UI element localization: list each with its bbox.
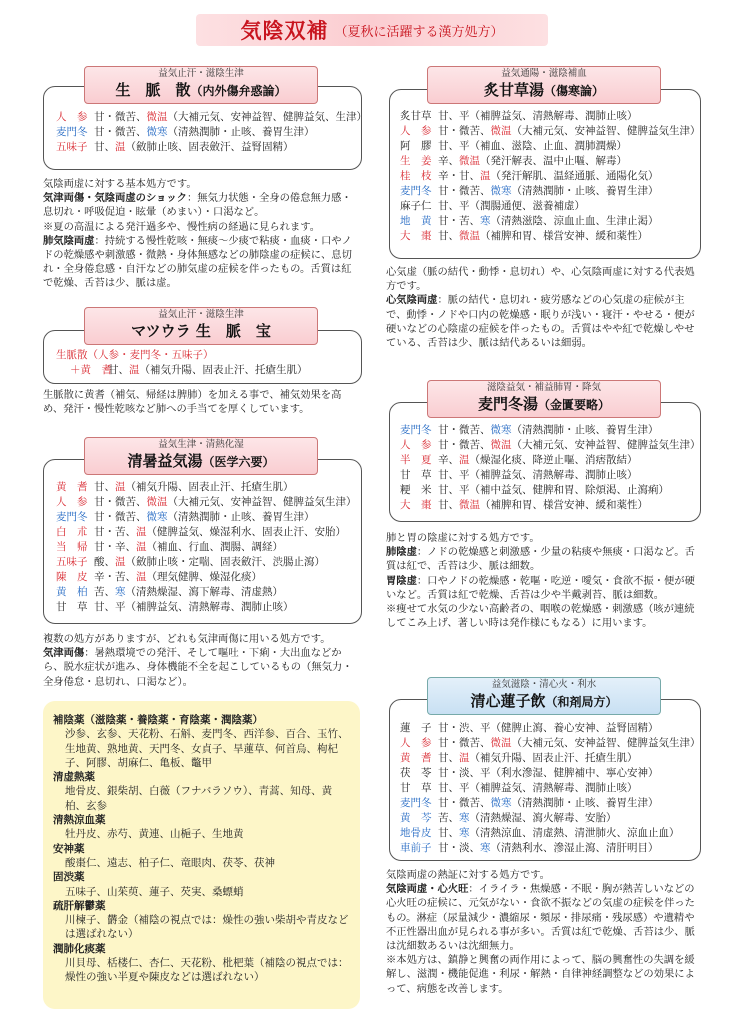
herb-category-items: 沙参、玄参、天花粉、石斛、麦門冬、西洋参、百合、玉竹、生地黄、熟地黄、天門冬、女貞子、旱蓮草、何首烏、枸杞子、阿膠、胡麻仁、亀板、鼈甲 xyxy=(65,728,349,769)
herb-taste: 甘、平 xyxy=(438,200,470,212)
herb-effects: （健脾止瀉、養心安神、益腎固精） xyxy=(490,722,659,734)
herb-name: 大 棗 xyxy=(400,230,432,242)
herb-category-title: 清熱涼血薬 xyxy=(53,814,106,827)
category-label: 益気止汗・滋陰生津 xyxy=(158,68,244,79)
herb-category-items: 五味子、山茱萸、蓮子、芡実、桑螵蛸 xyxy=(65,885,244,898)
herb-category xyxy=(53,770,353,813)
herb-category-title: 潤肺化痰薬 xyxy=(53,942,106,955)
herb-taste: 甘、 xyxy=(438,827,459,839)
herb-taste: 甘・微苦、 xyxy=(438,737,491,749)
herb-taste: 辛・甘、 xyxy=(438,170,480,182)
condition-text: ：脈の結代・息切れ・疲労感などの心気虚の症候が主で、動悸・ノドや口内の乾燥感・眠りが浅い・寝汗・やせる・便が硬いなどの心陰虚の症候を伴ったもの。舌質はやや紅で乾燥しやせている、舌苔は少、脈は結代あるいは細弱。 xyxy=(386,294,695,350)
herb-category-panel xyxy=(43,701,360,1009)
herb-name: 黄 耆 xyxy=(56,481,88,493)
herb-nature: 寒 xyxy=(459,812,470,824)
herb-taste: 甘・微苦、 xyxy=(438,424,491,436)
herb-nature: 微温 xyxy=(490,125,512,137)
herb-name: 麦門冬 xyxy=(400,185,432,197)
herb-row xyxy=(400,826,701,841)
herb-row xyxy=(400,139,701,154)
condition-text: 複数の処方がありますが、どれも気津両傷に用いる処方です。 xyxy=(43,633,331,645)
herb-taste: 甘、平 xyxy=(438,469,470,481)
herb-name: 地骨皮 xyxy=(400,827,432,839)
formula-name: マツウラ 生 脈 宝 xyxy=(131,322,271,340)
condition-text: 気陰両虚の熱証に対する処方です。 xyxy=(386,869,550,881)
herb-name: 人 参 xyxy=(400,125,432,137)
herb-taste: 甘、平 xyxy=(438,140,470,152)
description xyxy=(43,632,361,689)
herb-row xyxy=(400,169,701,184)
herb-name: 陳 皮 xyxy=(56,571,88,583)
herb-effects: （清熱潤肺・止咳、養胃生津） xyxy=(511,797,659,809)
herb-taste: 甘、 xyxy=(438,752,459,764)
herb-row xyxy=(400,438,701,453)
herb-effects: （補脾益気、清熱解毒、潤肺止咳） xyxy=(469,469,638,481)
herb-nature: 微寒 xyxy=(146,511,168,523)
herb-category xyxy=(53,942,353,985)
formula-name: 生 脈 散（内外傷弁惑論） xyxy=(115,81,287,99)
herb-row xyxy=(400,498,701,513)
herb-category-title: 疏肝解鬱薬 xyxy=(53,899,106,912)
herb-row xyxy=(400,736,701,751)
herb-row xyxy=(56,495,357,510)
herb-nature: 微寒 xyxy=(490,797,512,809)
herb-taste: 甘・微苦、 xyxy=(438,125,491,137)
description: 生脈散に黄耆（補気、帰経は脾肺）を加える事で、補気効果を高め、発汗・慢性乾咳など肺への手当てを厚くしています。 xyxy=(43,389,342,416)
herb-effects: （燥湿化痰、降逆止嘔、消痞散結） xyxy=(469,454,638,466)
herb-name: 人 参 xyxy=(56,111,88,123)
herb-row xyxy=(400,199,701,214)
herb-name: 五味子 xyxy=(56,556,88,568)
herb-row xyxy=(56,140,367,155)
herb-name: 麦門冬 xyxy=(56,511,88,523)
herb-taste: 甘・微苦、 xyxy=(94,111,147,123)
herb-taste: 甘・微苦、 xyxy=(94,496,147,508)
herb-effects: （大補元気、安神益智、健脾益気、生津） xyxy=(167,111,367,123)
herb-effects: （補脾益気、清熱解毒、潤肺止咳） xyxy=(469,110,638,122)
herb-category-items: 牡丹皮、赤芍、黄連、山梔子、生地黄 xyxy=(65,828,244,841)
herb-effects: （清熱潤肺・止咳、養胃生津） xyxy=(511,185,659,197)
herb-row xyxy=(400,468,701,483)
matsuura-header xyxy=(84,307,318,345)
herb-category-title: 補陰薬（滋陰薬・養陰薬・育陰薬・潤陰薬） xyxy=(53,714,263,726)
herb-name: 半 夏 xyxy=(400,454,432,466)
condition-text: ：持続する慢性乾咳・無痰〜少痰で粘痰・血痰・口やノドの乾燥感や刺激感・微熱・身体無感などの肺陰虚の症候に、息切れ・全身倦怠感・自汗などの肺気虚の症候を伴ったもの。舌質は紅で乾燥、舌苔は少、脈は虚。 xyxy=(43,234,352,290)
herb-taste: 甘、平 xyxy=(94,601,126,613)
herb-category-items: 酸棗仁、遠志、柏子仁、竜眼肉、茯苓、茯神 xyxy=(65,856,275,869)
description-paragraph xyxy=(386,531,703,545)
herb-row xyxy=(400,453,701,468)
herb-name: 白 朮 xyxy=(56,526,88,538)
herb-name: 甘 草 xyxy=(400,469,432,481)
herb-nature: 温 xyxy=(480,170,491,182)
herb-category xyxy=(53,899,353,942)
herb-effects: （大補元気、安神益智、健脾益気生津） xyxy=(511,125,701,137)
herb-effects: （潤腸通便、滋養補虚） xyxy=(469,200,585,212)
herb-nature: 微温 xyxy=(490,439,512,451)
herb-nature: 温 xyxy=(459,454,470,466)
herb-taste: 甘、 xyxy=(438,499,459,511)
herb-row xyxy=(400,781,701,796)
herb-row xyxy=(56,600,357,615)
herb-row xyxy=(56,570,357,585)
herb-category xyxy=(53,813,353,842)
herb-nature: 寒 xyxy=(115,586,126,598)
category-label: 益気止汗・滋陰生津 xyxy=(158,309,244,320)
herb-taste: 甘・苦、 xyxy=(94,526,136,538)
herb-row xyxy=(56,510,357,525)
herb-list xyxy=(56,480,357,615)
herb-effects: （大補元気、安神益智、健脾益気生津） xyxy=(511,439,701,451)
bakumon-header xyxy=(427,380,661,418)
herb-taste: 甘・微苦、 xyxy=(438,439,491,451)
title-sub: （夏秋に活躍する漢方処方） xyxy=(334,24,504,40)
condition-name: 気津両傷 xyxy=(43,647,85,660)
herb-taste: 甘、平 xyxy=(438,782,470,794)
description-paragraph xyxy=(43,177,361,191)
herb-name: 麦門冬 xyxy=(400,424,432,436)
herb-row xyxy=(400,721,701,736)
herb-row xyxy=(400,423,701,438)
condition-text: ：無気力状態・全身の倦怠無力感・息切れ・呼吸促迫・眩暈（めまい）・口渇など。 xyxy=(43,192,352,219)
herb-nature: 微温 xyxy=(490,737,512,749)
herb-row xyxy=(56,585,357,600)
herb-taste: 甘、平 xyxy=(438,110,470,122)
herb-name: 甘 草 xyxy=(56,601,88,613)
herb-name: 生 姜 xyxy=(400,155,432,167)
description-paragraph xyxy=(43,234,361,291)
condition-text: 心気虚（脈の結代・動悸・息切れ）や、心気陰両虚に対する代表処方です。 xyxy=(386,266,695,293)
herb-list xyxy=(400,423,701,513)
herb-name: 甘 草 xyxy=(400,782,432,794)
herb-taste: 甘・苦、 xyxy=(438,215,480,227)
herb-nature: 微温 xyxy=(146,496,168,508)
herb-taste: 甘・微苦、 xyxy=(94,511,147,523)
herb-row xyxy=(400,841,701,856)
formula-name: 清心蓮子飲（和剤局方） xyxy=(470,692,618,710)
herb-nature: 微温 xyxy=(146,111,168,123)
herb-effects: （斂肺止咳・定喘、固表斂汗、渋腸止瀉） xyxy=(125,556,325,568)
herb-effects: （清熱利水、滲湿止瀉、清肝明目） xyxy=(490,842,659,854)
herb-nature: 微寒 xyxy=(146,126,168,138)
herb-effects: （補脾益気、清熱解毒、潤肺止咳） xyxy=(469,782,638,794)
herb-effects: （清熱潤肺・止咳、養胃生津） xyxy=(167,126,315,138)
description xyxy=(386,531,703,630)
herb-effects: （補脾益気、清熱解毒、潤肺止咳） xyxy=(125,601,294,613)
condition-text: 気陰両虚に対する基本処方です。 xyxy=(43,178,197,190)
condition-name: 肺陰虚 xyxy=(386,546,417,559)
condition-text: 肺と胃の陰虚に対する処方です。 xyxy=(386,532,540,544)
herb-category-title: 清虚熱薬 xyxy=(53,771,95,784)
herb-effects: （利水滲湿、健脾補中、寧心安神） xyxy=(490,767,659,779)
herb-effects: （清熱潤肺・止咳、養胃生津） xyxy=(167,511,315,523)
herb-name: 五味子 xyxy=(56,141,88,153)
herb-name: 炙甘草 xyxy=(400,110,432,122)
herb-nature: 微寒 xyxy=(490,424,512,436)
herb-effects: （清熱潤肺・止咳、養胃生津） xyxy=(511,424,659,436)
condition-name: 胃陰虚 xyxy=(386,574,417,587)
herb-taste: 甘、 xyxy=(94,481,115,493)
herb-list xyxy=(56,348,308,378)
herb-taste: 甘・微苦、 xyxy=(438,185,491,197)
condition-text: ※夏の高温による発汗過多や、慢性病の経過に見られます。 xyxy=(43,220,320,233)
herb-taste: 甘・微苦、 xyxy=(94,126,147,138)
description-paragraph xyxy=(386,868,703,882)
herb-nature: 微温 xyxy=(459,155,480,167)
herb-taste: 甘・淡、平 xyxy=(438,767,491,779)
herb-effects: （補血、滋陰、止血、潤肺潤燥） xyxy=(469,140,627,152)
herb-name: 当 帰 xyxy=(56,541,88,553)
herb-category-items: 地骨皮、銀柴胡、白薇（フナバラソウ）、青蒿、知母、黄柏、玄参 xyxy=(65,785,333,812)
seishin-header xyxy=(427,677,661,715)
description-paragraph xyxy=(386,574,703,602)
herb-taste: 甘、 xyxy=(94,141,115,153)
description xyxy=(43,177,361,291)
herb-taste: 甘・淡、 xyxy=(438,842,480,854)
herb-name: 蓮 子 xyxy=(400,722,432,734)
herb-nature: 温 xyxy=(459,752,470,764)
herb-name: 地 黄 xyxy=(400,215,432,227)
herb-effects: （発汗解肌、温経通脈、通陽化気） xyxy=(490,170,659,182)
herb-name: 人 参 xyxy=(400,439,432,451)
herb-name: 麦門冬 xyxy=(56,126,88,138)
herb-effects: （大補元気、安神益智、健脾益気生津） xyxy=(511,737,701,749)
category-label: 益気滋陰・清心火・利水 xyxy=(491,679,597,690)
herb-taste: 甘、平 xyxy=(438,484,470,496)
condition-name: 心気陰両虚 xyxy=(386,294,438,307)
condition-name: 肺気陰両虚 xyxy=(43,234,95,247)
herb-list xyxy=(56,110,367,155)
herb-name: 車前子 xyxy=(400,842,432,854)
herb-nature: 温 xyxy=(136,571,147,583)
herb-effects: （補血、行血、潤腸、調経） xyxy=(146,541,283,553)
page-title xyxy=(196,14,548,46)
herb-row xyxy=(56,555,357,570)
shakanzo-header xyxy=(427,66,661,104)
category-label: 益気通陽・滋陰補血 xyxy=(501,68,587,79)
herb-category xyxy=(53,870,353,899)
description-paragraph xyxy=(386,953,703,996)
herb-row xyxy=(400,154,701,169)
formula-name: 清暑益気湯（医学六要） xyxy=(127,452,275,470)
herb-taste: 甘・渋、平 xyxy=(438,722,491,734)
herb-effects: （清熱燥湿、瀉下解毒、清虚熱） xyxy=(125,586,283,598)
herb-row xyxy=(56,480,357,495)
herb-effects: （斂肺止咳、固表斂汗、益腎固精） xyxy=(125,141,294,153)
herb-nature: 温 xyxy=(115,556,126,568)
herb-row xyxy=(400,796,701,811)
herb-row xyxy=(400,766,701,781)
herb-taste: 苦、 xyxy=(94,586,115,598)
herb-category-title: 固渋薬 xyxy=(53,871,85,884)
herb-effects: （清熱涼血、清虚熱、清泄肺火、涼血止血） xyxy=(469,827,680,839)
condition-text: ：イライラ・焦燥感・不眠・胸が熱苦しいなどの心火旺の症候に、元気がない・食欲不振などの気虚の症候を伴ったもの。淋症（尿量減少・濃縮尿・頻尿・排尿痛・残尿感）や遺精や不正性器出血が見られる事が多い。舌質は紅で乾燥、舌苔は少、脈は沈細数あるいは沈細無力。 xyxy=(386,883,695,953)
herb-effects: （補脾和胃、様営安神、緩和薬性） xyxy=(480,230,648,242)
herb-nature: 微温 xyxy=(459,499,480,511)
herb-category-title: 安神薬 xyxy=(53,842,85,855)
herb-effects: （発汗解表、温中止嘔、解毒） xyxy=(480,155,627,167)
herb-name: 大 棗 xyxy=(400,499,432,511)
seisho-header xyxy=(84,437,318,475)
description-paragraph xyxy=(43,220,361,234)
herb-row: 生脈散（人参・麦門冬・五味子） xyxy=(56,349,214,361)
herb-nature: 寒 xyxy=(459,827,470,839)
category-label: 益気生津・清熱化湿 xyxy=(158,439,244,450)
condition-text: ：暑熱環境での発汗、そして嘔吐・下痢・大出血などから、脱水症状が進み、身体機能不全を起こしているもの（無気力・全身倦怠・息切れ、口渇など）。 xyxy=(43,647,353,688)
herb-effects: （補気升陽、固表止汗、托瘡生肌） xyxy=(125,481,294,493)
formula-name: 麦門冬湯（金匱要略） xyxy=(477,395,611,413)
formula-name: 炙甘草湯（傷寒論） xyxy=(483,81,605,99)
herb-effects: （補気升陽、固表止汗、托瘡生肌） xyxy=(469,752,638,764)
herb-name: 黄 耆 xyxy=(400,752,432,764)
herb-taste: 辛、 xyxy=(438,454,459,466)
herb-taste: 甘・辛、 xyxy=(94,541,136,553)
herb-name: 桂 枝 xyxy=(400,170,432,182)
herb-effects: （補脾和胃、様営安神、緩和薬性） xyxy=(480,499,648,511)
condition-text: ：口やノドの乾燥感・乾嘔・吃逆・噯気・食欲不振・便が硬いなど。舌質は紅で乾燥、舌苔は少や半戴剥苔、脈は細数。 xyxy=(386,574,695,601)
herb-nature: 微寒 xyxy=(490,185,512,197)
herb-list xyxy=(400,721,701,856)
description xyxy=(386,265,703,350)
herb-category xyxy=(53,842,353,871)
description-paragraph xyxy=(386,602,703,630)
description-paragraph xyxy=(43,191,361,219)
condition-text: ※痩せて水気の少ない高齢者の、咽喉の乾燥感・刺激感（咳が連続してこみ上げ、著しい時は発作様にもなる）に用います。 xyxy=(386,603,695,630)
condition-text: ：ノドの乾燥感と刺激感・少量の粘痰や無痰・口渇など。舌質は紅で、舌苔は少、脈は細数。 xyxy=(386,546,695,573)
herb-effects: （健脾益気、燥湿利水、固表止汗、安胎） xyxy=(146,526,346,538)
herb-taste: 甘・微苦、 xyxy=(438,797,491,809)
category-label: 滋陰益気・補益肺胃・降気 xyxy=(486,382,601,393)
title-main: 気陰双補 xyxy=(240,18,329,43)
herb-row xyxy=(400,214,701,229)
herb-nature: 温 xyxy=(115,481,126,493)
herb-category-items: 川楝子、欝金（補陰の視点では：燥性の強い柴胡や青皮などは選ばれない） xyxy=(65,914,349,941)
herb-name: 粳 米 xyxy=(400,484,432,496)
herb-effects: （理気健脾、燥湿化痰） xyxy=(146,571,262,583)
condition-name: 気陰両虚・心火旺 xyxy=(386,883,469,896)
herb-taste: 酸、 xyxy=(94,556,115,568)
herb-row xyxy=(400,124,701,139)
description-paragraph xyxy=(386,293,703,350)
herb-name: 麦門冬 xyxy=(400,797,432,809)
herb-row xyxy=(56,540,357,555)
herb-name: 麻子仁 xyxy=(400,200,432,212)
shoumyakusan-header xyxy=(84,66,318,104)
herb-name: 人 参 xyxy=(400,737,432,749)
herb-name: 人 参 xyxy=(56,496,88,508)
herb-taste: 辛、 xyxy=(438,155,459,167)
herb-effects: （大補元気、安神益智、健脾益気生津） xyxy=(167,496,357,508)
description-paragraph xyxy=(43,632,361,646)
herb-taste: 甘、 xyxy=(438,230,459,242)
condition-text: ※本処方は、鎮静と興奮の両作用によって、脳の興奮性の失調を緩解し、滋潤・機能促進・利尿・解熱・自律神経調整などの効果によって、病態を改善します。 xyxy=(386,954,695,995)
herb-row xyxy=(400,811,701,826)
herb-nature: 寒 xyxy=(480,215,491,227)
herb-name: 黄 柏 xyxy=(56,586,88,598)
herb-row xyxy=(400,751,701,766)
herb-row xyxy=(56,525,357,540)
herb-row xyxy=(400,184,701,199)
herb-taste: 苦、 xyxy=(438,812,459,824)
description-paragraph xyxy=(386,882,703,953)
herb-name: 茯 苓 xyxy=(400,767,432,779)
herb-nature: 微温 xyxy=(459,230,480,242)
condition-name: 気津両傷・気陰両虚のショック xyxy=(43,192,187,205)
herb-nature: 温 xyxy=(115,141,126,153)
description-paragraph xyxy=(386,265,703,293)
herb-row xyxy=(400,109,701,124)
description xyxy=(386,868,703,996)
description-paragraph xyxy=(43,646,361,689)
herb-effects: （補中益気、健脾和胃、除煩渇、止瀉痢） xyxy=(469,484,669,496)
herb-row xyxy=(56,110,367,125)
herb-nature: 温 xyxy=(136,526,147,538)
herb-name: 阿 膠 xyxy=(400,140,432,152)
herb-category-items: 川貝母、栝楼仁、杏仁、天花粉、枇杷葉（補陰の視点では：燥性の強い半夏や陳皮などは選ばれない） xyxy=(65,957,349,984)
herb-row: ＋黄 耆 甘、 温 （補気升陽、固表止汗、托瘡生肌） xyxy=(70,364,308,376)
herb-category xyxy=(53,713,353,770)
herb-row xyxy=(400,483,701,498)
description-paragraph xyxy=(386,545,703,573)
herb-list xyxy=(400,109,701,244)
herb-row xyxy=(400,229,701,244)
herb-effects: （清熱滋陰、涼血止血、生津止渇） xyxy=(490,215,659,227)
herb-taste: 辛・苦、 xyxy=(94,571,136,583)
herb-nature: 温 xyxy=(136,541,147,553)
herb-row xyxy=(56,125,367,140)
herb-effects: （清熱燥湿、瀉火解毒、安胎） xyxy=(469,812,617,824)
herb-nature: 寒 xyxy=(480,842,491,854)
herb-name: 黄 芩 xyxy=(400,812,432,824)
